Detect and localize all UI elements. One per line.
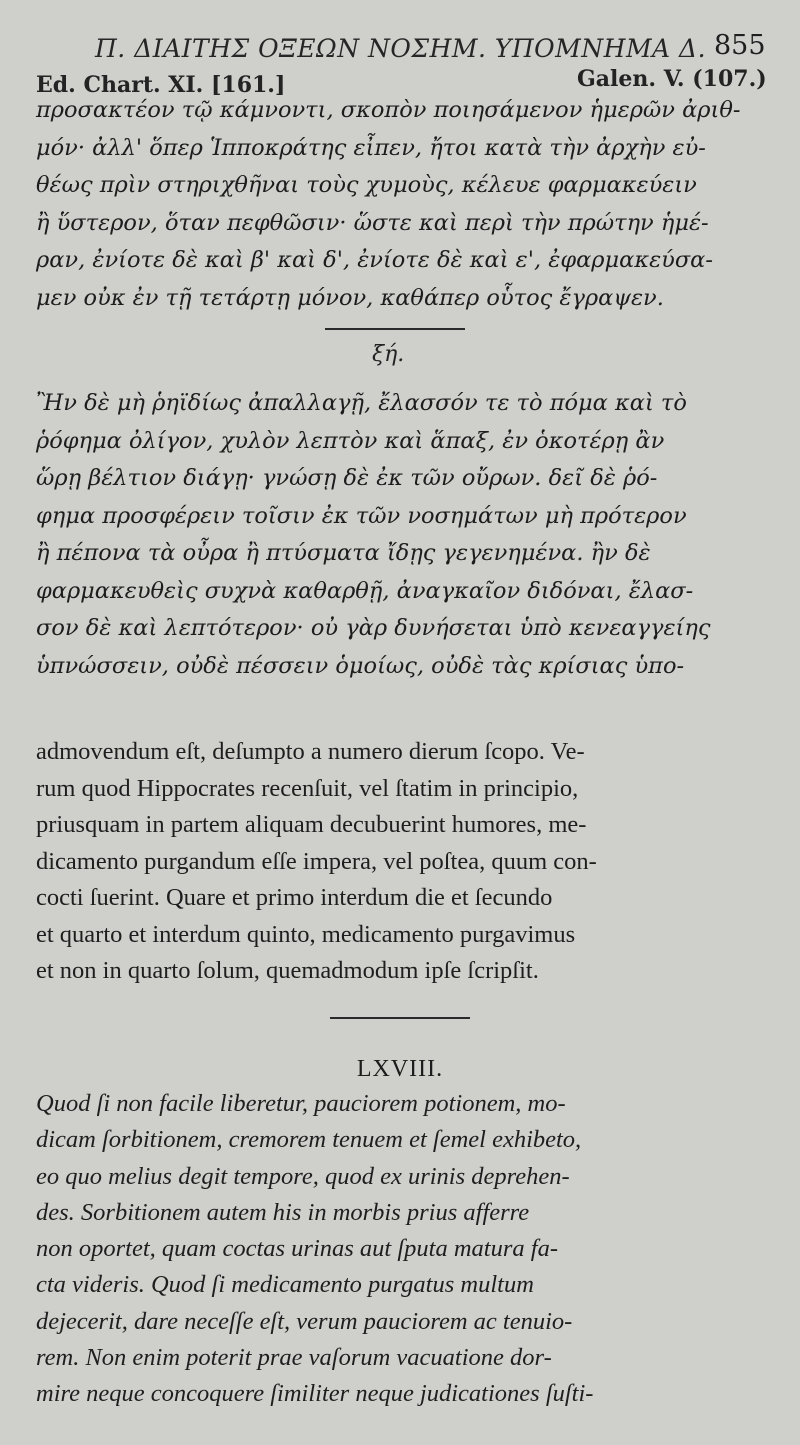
section-divider-rule bbox=[330, 1017, 470, 1019]
latin-section-number: LXVIII. bbox=[356, 1056, 444, 1082]
galen-edition-ref: Galen. V. (107.) bbox=[577, 66, 767, 92]
latin-commentary-line: et non in quarto ſolum, quemadmodum ipſe ſcripſit. bbox=[36, 957, 539, 984]
greek-commentary bbox=[36, 92, 766, 317]
latin-aphorism-text bbox=[36, 1086, 766, 1413]
greek-aphorism-line: φαρμακευθεὶς συχνὰ καθαρθῇ, ἀναγκαῖον διδόναι, ἔλασ- bbox=[36, 577, 694, 604]
greek-aphorism-line: φημα προσφέρειν τοῖσιν ἐκ τῶν νοσημάτων μὴ πρότερον bbox=[36, 502, 687, 529]
section-divider-rule bbox=[325, 328, 465, 330]
latin-aphorism-line: dicam ſorbitionem, cremorem tenuem et ſemel exhibeto, bbox=[36, 1126, 582, 1154]
latin-commentary-line: dicamento purgandum eſſe impera, vel poſtea, quum con- bbox=[36, 847, 597, 875]
latin-commentary-line: et quarto et interdum quinto, medicamento purgavimus bbox=[36, 920, 576, 948]
greek-commentary-line: μόν· ἀλλ' ὅπερ Ἱπποκράτης εἶπεν, ἤτοι κατὰ τὴν ἀρχὴν εὐ- bbox=[36, 134, 706, 161]
greek-section-number: ξή. bbox=[372, 342, 405, 367]
greek-aphorism-line: Ἢν δὲ μὴ ῥηϊδίως ἀπαλλαγῇ, ἔλασσόν τε τὸ πόμα καὶ τὸ bbox=[36, 390, 687, 416]
latin-aphorism-line: dejecerit, dare neceſſe eſt, verum pauciorem ac tenuio- bbox=[36, 1307, 573, 1335]
greek-aphorism-line: ἢ πέπονα τὰ οὖρα ἢ πτύσματα ἴδῃς γεγενημένα. ἢν δὲ bbox=[36, 540, 651, 566]
greek-commentary-line: μεν οὐκ ἐν τῇ τετάρτῃ μόνον, καθάπερ οὗτος ἔγραψεν. bbox=[36, 284, 664, 311]
running-head bbox=[0, 28, 800, 68]
latin-aphorism-line: rem. Non enim poterit prae vaſorum vacuatione dor- bbox=[36, 1344, 552, 1372]
greek-aphorism-line: ὑπνώσσειν, οὐδὲ πέσσειν ὁμοίως, οὐδὲ τὰς κρίσιας ὑπο- bbox=[36, 652, 685, 679]
greek-aphorism-line: ὥρῃ βέλτιον διάγῃ· γνώσῃ δὲ ἐκ τῶν οὔρων. δεῖ δὲ ῥό- bbox=[36, 465, 658, 491]
greek-aphorism-text bbox=[36, 385, 766, 685]
latin-commentary-line: rum quod Hippocrates recenſuit, vel ſtatim in principio, bbox=[36, 774, 579, 802]
greek-aphorism-line: σον δὲ καὶ λεπτότερον· οὐ γὰρ δυνήσεται ὑπὸ κενεαγγείης bbox=[36, 615, 711, 641]
latin-aphorism-line: Quod ſi non facile liberetur, pauciorem potionem, mo- bbox=[36, 1090, 566, 1117]
greek-commentary-line: ἢ ὕστερον, ὅταν πεφθῶσιν· ὥστε καὶ περὶ τὴν πρώτην ἡμέ- bbox=[36, 209, 709, 236]
latin-aphorism-line: des. Sorbitionem autem his in morbis prius afferre bbox=[36, 1198, 530, 1226]
latin-aphorism-line: cta videris. Quod ſi medicamento purgatus multum bbox=[36, 1271, 534, 1299]
chartier-edition-ref: Ed. Chart. XI. [161.] bbox=[36, 72, 286, 98]
latin-aphorism-line: eo quo melius degit tempore, quod ex urinis deprehen- bbox=[36, 1162, 570, 1190]
latin-commentary-line: cocti ſuerint. Quare et primo interdum die et ſecundo bbox=[36, 884, 553, 911]
page-number: 855 bbox=[714, 30, 766, 61]
greek-aphorism-line: ῥόφημα ὀλίγον, χυλὸν λεπτὸν καὶ ἅπαξ, ἐν ὁκοτέρῃ ἂν bbox=[36, 427, 665, 454]
greek-commentary-line: ραν, ἐνίοτε δὲ καὶ β' καὶ δ', ἐνίοτε δὲ καὶ ε', ἐφαρμακεύσα- bbox=[36, 247, 713, 273]
latin-commentary-line: priusquam in partem aliquam decubuerint humores, me- bbox=[36, 811, 587, 838]
latin-commentary bbox=[36, 734, 764, 990]
latin-aphorism-line: mire neque concoquere ſimiliter neque judicationes ſuſti- bbox=[36, 1380, 594, 1408]
latin-commentary-line: admovendum eſt, deſumpto a numero dierum ſcopo. Ve- bbox=[36, 738, 585, 765]
greek-commentary-line: προσακτέον τῷ κάμνοντι, σκοπὸν ποιησάμενον ἡμερῶν ἀριθ- bbox=[36, 97, 741, 123]
running-title: Π. ΔΙΑΙΤΗΣ ΟΞΕΩΝ ΝΟΣΗΜ. ΥΠΟΜΝΗΜΑ Δ. bbox=[95, 34, 707, 63]
greek-commentary-line: θέως πρὶν στηριχθῆναι τοὺς χυμοὺς, κέλευε φαρμακεύειν bbox=[36, 172, 697, 198]
latin-aphorism-line: non oportet, quam coctas urinas aut ſputa matura fa- bbox=[36, 1235, 558, 1263]
